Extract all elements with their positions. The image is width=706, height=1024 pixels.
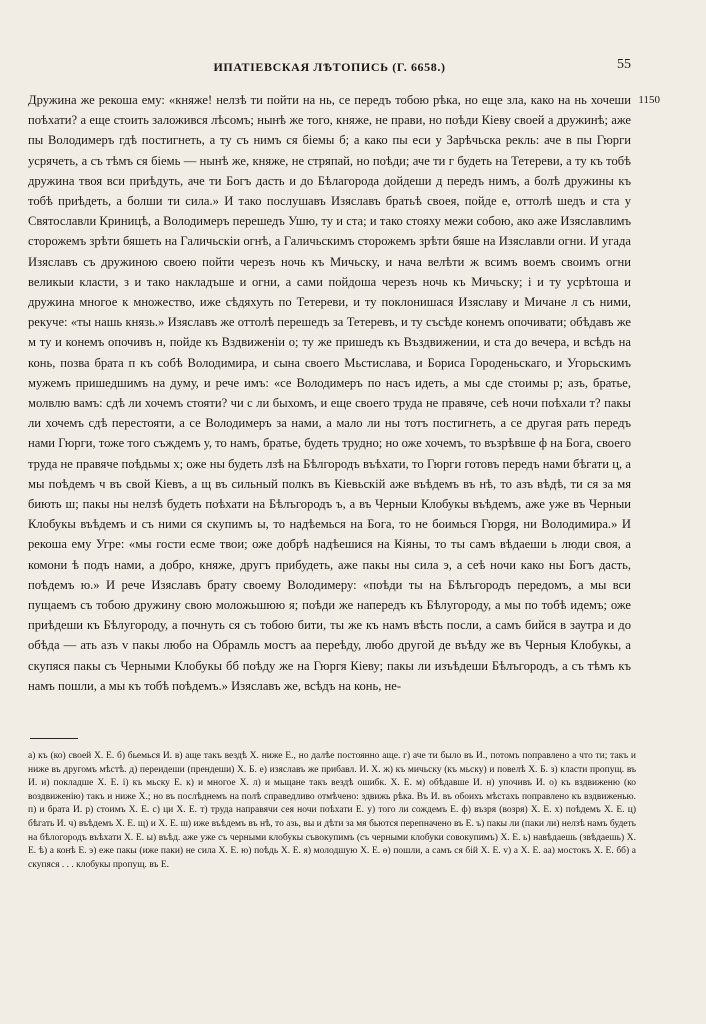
running-title: ИПАТІЕВСКАЯ ЛѢТОПИСЬ (Г. 6658.)	[213, 60, 446, 74]
page-number: 55	[617, 57, 631, 72]
footnotes	[28, 750, 636, 895]
page-header	[28, 57, 631, 80]
footnote-separator	[30, 738, 78, 739]
main-paragraph: Дружина же рекоша ему: «княже! нелзѣ ти пойти на нь, се передъ тобою рѣка, но еще зла, како на нь хочеши поѣхати? а еще стоить заложився лѣсомъ; нынѣ же того, княже, не прави, но поѣди Кіеву своей а дружинѣ; аже пы Володимеръ гдѣ постигнеть, а ту съ нимъ ся біемы б; а како пы еси у Зарѣчьска рекль: аче в пы Гюрги усрячеть, а съ тѣмъ ся біемь — нынѣ же, княже, не стряпай, но поѣди; аче ти г будеть на Тетереви, а ту къ тобѣ дружина твоя вси приѣдуть, аче ти Богъ дасть и до Бѣлагорода дойдеши д передъ нимъ, а болѣ дружины къ тобѣ приѣдеть, а болши ти сила.» И тако послушавъ Изяславъ братьѣ своея, пойде е, оттолѣ шедъ и ста у Святославли Криницѣ, а Володимеръ перешедъ Ушю, ту и ста; и тако стояху межи собою, ако аже Изяславлимъ сторожемъ зрѣти бяшеть на Галичьскіи огнѣ, а Галичьскимъ сторожемъ зрѣти бяше на Изяславли огни. И угада Изяславъ съ дружиною своею пойти черезъ ночь къ Мичьску, и нача велѣти ж всимъ воемъ своимъ огни великыи класти, з и тако накладъше и огни, а сами пойдоша черезъ ночь къ Мичьску; і и ту усрѣтоша и дружина многое к множество, иже сѣдяхуть по Тетереви, и ту поклонишася Изяславу и Мичане л съ ними, рекуче: «ты нашь князь.» Изяславъ же оттолѣ перешедъ за Тетеревъ, и ту съсѣде конемъ опочивати; обѣдавъ же м ту и конемъ опочивъ н, пойде къ Вздвиженіи о; ту же пришедъ къ Въздвижении, и ста до вечера, и всѣдъ на конь, позва брата п къ собѣ Володимира, и сына своего Мьстислава, и Борисa Городеньскаго, и Угорьскимъ мужемъ пришедшимъ на думу, и рече имъ: «се Володимеръ по насъ идеть, а мы сде стоимы р; азъ, братье, молвлю вамъ: сдѣ ли хочемъ стояти? чи с ли быхомъ, и еще своего труда не правяче, сеѣ ночи поѣхали т? пакы ли хочемъ сдѣ перестояти, а се Володимеръ за нами, а мало ли ны тотъ постигнеть, а се другая рать передъ нами Гюрги, тоже того съждемъ у, то намъ, братье, будеть трудно; но оже хочемъ, то възрѣвше ф на Бога, своего труда не правяче поѣдьмы х; оже ны будеть лзѣ на Бѣлгородъ въѣхати, то Гюрги готовъ передъ нами бѣгати ц, а мы поѣдемъ ч въ свой Кіевъ, а щ въ сильный полкъ въ Кіевьскій аже въѣдемъ въ нѣ, то азъ вѣдѣ, ти ся за мя биють ш; пакы ны нелзѣ будеть поѣхати на Бѣлъгородъ ъ, а въ Черныи Клобукы въѣдемъ, аже уже въ Черныи Клобукы въѣдемъ и съ ними ся скупимъ ы, то надѣемься на Бога, то не боимься Гюрgя, ни Володимира.» И рекоша ему Угре: «мы гости есме твои; оже добрѣ надѣешися на Кіяны, то ты самъ вѣдаеши ь люди своя, а комони ѣ подъ нами, а добро, княже, другъ прибудеть, аже пакы ны сила э, а сеѣ ночи како ны Богъ дасть, поѣдемъ ю.» И рече Изяславъ брату своему Володимеру: «поѣди ты на Бѣлъгородъ передомъ, а мы вси пущаемъ съ тобою дружину свою моложьшюю я; поѣди же напередъ къ Бѣлугороду, а мы по тобѣ идемъ; оже приѣдеши къ Бѣлугороду, а почнуть ся съ тобою бити, ты же къ намъ вѣсть посли, а самъ бийся в заутра и до обѣда — ать азъ v пакы любо на Обрамль мостъ аа переѣду, любо другой де въѣду же въ Черныя Клобукы, а скупяся пакы съ Черными Клобукы бб поѣду же на Гюргя Кіеву; пакы ли изъѣдеши Бѣлъгородъ, а съ тѣмъ къ намъ пошли, а мы къ тобѣ поѣдемъ.» Изяславъ же, всѣдъ на конь, не-	[28, 93, 631, 693]
footnote-text: а) къ (ко) своей Х. Е. б) бьемься И. в) аще такъ вездѣ Х. ниже Е., но далѣе постоянно аще. г) аче ти было въ И., потомъ поправлено а что ти; такъ и ниже въ другомъ мѣстѣ. д) переидеши (прендеши) Х. Б. е) изяславъ же прибавл. И. Х. ж) къ мичьску (къ мьску) и повелѣ Х. Б. з) класти пропущ. въ И. и) покладше Х. Е. і) къ мьску Е. к) и многое Х. л) и мьщане такъ вездѣ ошибк. Х. Е. м) обѣдавше И. н) упочивъ И. о) къ вздвиженю (ко воздвиженію) такъ и ниже Х.; но въ послѣднемъ на полѣ справедливо отмѣчено: здвижь рѣка. Въ И. въ обоихъ мѣстахъ поправлено къ вздвиженью. п) и брата И. р) стоимъ Х. Е. с) ци Х. Е. т) труда направячи сея ночи поѣхати Е. у) того ли сождемъ Е. ф) възря (возря) Х. Е. х) поѣдемъ Х. Е. ц) бѣгать И. ч) въѣдемъ Х. Е. щ) и Х. Е. ш) иже въѣдемъ въ нѣ, то азь, вы и дѣти за мя бьются перепначено въ Е. ъ) пакы ли (паки ли) нелзѣ намъ будеть на бѣлогородъ въѣхати Х. Е. ы) въѣд. аже уже съ черными клобукы съвокупимъ (съ черными клобуки совокупимъ) Х. Е. ь) навѣдаешь (звѣдаешь) Х. Е. ѣ) а конѣ Е. э) еже пакы (иже паки) не сила Х. Е. ю) поѣдь Х. Е. я) молодшую Х. Е. ѳ) пошли, а самъ ся бій Х. Е. v) а Х. Е. аа) мостокъ Х. Е. бб) а скупяся . . . клобукы пропущ. въ Е.	[28, 751, 636, 870]
year-marginal-note: 1150	[638, 94, 660, 106]
chronicle-text	[28, 90, 631, 710]
